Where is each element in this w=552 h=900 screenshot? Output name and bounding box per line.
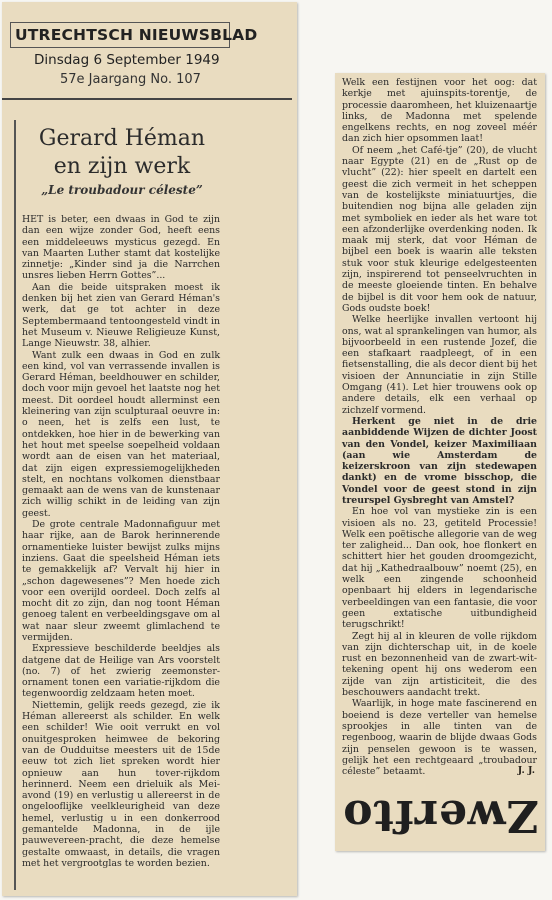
paragraph: Welk een festijnen voor het oog: dat kerkje met ajuinspits-torentje, de processie daaromheen, het kluizenaartje links, de Madonna met spelende engelkens rechts, en nog zoveel méér dan zich hier opsommen laat! (342, 77, 537, 145)
paragraph: Aan die beide uitspraken moest ik denken bij het zien van Gerard Héman's werk, dat ge tot achter in deze Septembermaand tentoongesteld vindt in het Museum v. Nieuwe Religieuze Kunst, Lange Nieuwstr. 38, alhier. (22, 281, 220, 350)
paragraph: HET is beter, een dwaas in God te zijn dan een wijze zonder God, heeft eens een middeleeuws mysticus gezegd. En van Maarten Luther stamt dat kostelijke zinnetje: „Kinder sind ja die Narrchen unsres lieben Herrn Gottes”... (22, 214, 220, 282)
article-body-left (22, 214, 220, 894)
paragraph: Zegt hij al in kleuren de volle rijkdom van zijn dichterschap uit, in de koele rust en bezonnenheid van de zwart-wit-tekening opent hij ons wederom een zijde van zijn artisticiteit, die des beschouwers aandacht trekt. (342, 630, 537, 699)
article-title (22, 125, 222, 181)
paragraph: De grote centrale Madonnafiguur met haar rijke, aan de Barok herinnerende ornamentieke luister bewijst zulks mijns inziens. Gaat die speelsheid Héman iets te gemakkelijk af? Vervalt hij hier in „schon dagewesenes”? Men hoede zich voor een overijld oordeel. Doch zelfs al mocht dit zo zijn, dan nog toont Héman genoeg talent en verbeeldingsgave om al wat naar sleur zweemt glimlachend te vermijden. (22, 519, 220, 643)
newspaper-clipping-right (335, 73, 545, 851)
article-title-line-1: Gerard Héman (38, 126, 206, 151)
article-subtitle: „Le troubadour céleste” (41, 183, 203, 197)
issue-date: Dinsdag 6 September 1949 (34, 52, 220, 68)
paragraph: Expressieve beschilderde beeldjes als datgene dat de Heilige van Ars voorstelt (no. 7) of het zwierig zeemonster-ornament tonen een variatie-rijkdom die tegenwoordig zeldzaam heten moet. (22, 643, 220, 700)
paragraph: Herkent ge niet in de drie aanbiddende Wijzen de dichter Joost van den Vondel, keizer Maximiliaan (aan wie Amsterdam de keizerskroon van zijn stedewapen dankt) en de vrome bisschop, die Vondel voor de geest stond in zijn treurspel Gysbreght van Amstel? (342, 415, 537, 506)
paragraph: En hoe vol van mystieke zin is een visioen als no. 23, getiteld Processie! Welk een poëtische allegorie van de weg ter zaligheid... Dan ook, hoe flonkert en schittert hier het gouden droomgezicht, dat hij „Kathedraalbouw” noemt (25), en welk een zingende schoonheid openbaart hij elders in legendarische verbeeldingen van een fantasie, die voor geen extatische uitbundigheid terugschrikt! (342, 506, 537, 631)
newspaper-name: UTRECHTSCH NIEUWSBLAD (10, 22, 230, 48)
masthead-rule (2, 98, 292, 100)
paragraph: Welke heerlijke invallen vertoont hij ons, wat al sprankelingen van humor, als bijvoorbeeld in een rustende Jozef, die een stafkaart raadpleegt, of in een fietsenstalling, die als decor dient bij het visioen der Annunciatie in zijn Stille Omgang (41). Let hier trouwens ook op andere details, elk een verhaal op zichzelf vormend. (342, 314, 537, 416)
article-title-line-2: en zijn werk (53, 154, 191, 179)
author-signature: J. J. (517, 765, 535, 776)
upside-down-headline (335, 781, 545, 851)
paragraph: Of neem „het Café-tje” (20), de vlucht naar Egypte (21) en de „Rust op de vlucht” (22): hier speelt en dartelt een geest die zich vermeit in het scheppen van de kostelijkste miniatuurtjes, die buitendien nog bijna alle geladen zijn met symboliek en ieder als het ware tot een afzonderlijke overdenking noden. Ik maak mij sterk, dat voor Héman de bijbel een boek is waarin alle teksten stuk voor stuk kleurige edelgesteenten zijn, inspirerend tot penseelvruchten in de meeste gloeiende tinten. En behalve de bijbel is dit voor hem ook de natuur, Gods oudste boek! (342, 144, 537, 314)
newspaper-clipping-left (2, 2, 297, 896)
paragraph: Niettemin, gelijk reeds gezegd, zie ik Héman allereerst als schilder. En welk een schilder! Wie ooit verrukt en vol onuitgesproken heimwee de bekoring van de Oudduitse meesters uit de 15de eeuw tot zich liet spreken wordt hier opnieuw aan hun tover-rijkdom herinnerd. Neem een drieluik als Mei-avond (19) en verlustig u allereerst in de ongelooflijke veelkleurigheid van deze hemel, verlustig u in een donkerrood gemantelde Madonna, in de ijle pauwevereen-pracht, die deze hemelse gestalte omwaast, in details, die vragen met het vergrootglas te worden bezien. (22, 699, 220, 869)
paragraph: Want zulk een dwaas in God en zulk een kind, vol van verrassende invallen is Gerard Héman, beeldhouwer en schilder, doch voor mijn gevoel het laatste nog het meest. Dit oordeel houdt allerminst een kleinering van zijn sculpturaal oeuvre in: o neen, het is zelfs een lust, te ontdekken, hoe hier in de bewerking van het hout met speelse soepelheid voldaan wordt aan de eisen van het materiaal, dat zijn eigen expressiemogelijkheden stelt, en nochtans volkomen dienstbaar gemaakt aan de wens van de kunstenaar zich willig schikt in de leiding van zijn geest. (22, 349, 220, 519)
issue-volume: 57e Jaargang No. 107 (60, 72, 201, 87)
headline-fragment: Zwerfto (342, 790, 539, 841)
paragraph: Waarlijk, in hoge mate fascinerend en boeiend is deze verteller van hemelse sprookjes in alle tinten van de regenboog, waarin de blijde dwaas Gods zijn penselen gewoon is te wassen, gelijk het een rechtgeaard „troubadour céleste” betaamt. (342, 698, 537, 778)
column-rule (14, 120, 16, 890)
masthead (2, 2, 297, 107)
